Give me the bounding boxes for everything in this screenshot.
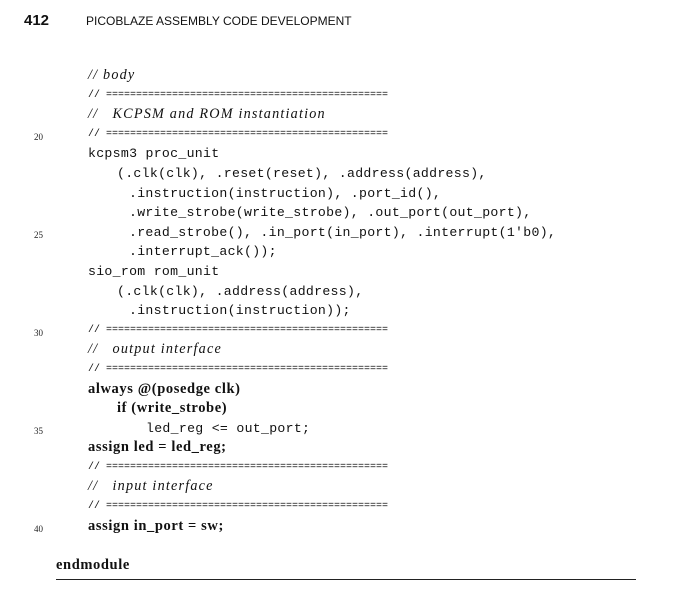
code-line bbox=[0, 340, 674, 360]
code-line bbox=[0, 438, 674, 458]
code-line bbox=[0, 497, 674, 517]
code-port-clk: (.clk(clk), .reset(reset), .address(address), bbox=[117, 165, 487, 181]
comment-rule: // =============================================== bbox=[88, 363, 389, 375]
code-if-statement: if (write_strobe) bbox=[117, 400, 228, 417]
code-line bbox=[0, 203, 674, 223]
code-port-read-strobe: .read_strobe(), .in_port(in_port), .interrupt(1'b0), bbox=[129, 224, 557, 240]
code-line bbox=[0, 262, 674, 282]
code-line bbox=[0, 223, 674, 243]
code-line bbox=[0, 105, 674, 125]
page-header bbox=[24, 12, 644, 36]
code-always-block: always @(posedge clk) bbox=[88, 380, 241, 397]
code-line bbox=[0, 458, 674, 478]
code-line bbox=[0, 380, 674, 400]
code-line bbox=[0, 144, 674, 164]
code-line bbox=[0, 164, 674, 184]
comment-rule: // =============================================== bbox=[88, 128, 389, 140]
line-number: 35 bbox=[34, 425, 43, 436]
comment-rule: // =============================================== bbox=[88, 461, 389, 473]
code-port-write-strobe: .write_strobe(write_strobe), .out_port(out_port), bbox=[129, 205, 532, 221]
code-line bbox=[0, 301, 674, 321]
code-line bbox=[0, 125, 674, 145]
code-line bbox=[0, 184, 674, 204]
section-comment-kcpsm: // KCPSM and ROM instantiation bbox=[88, 106, 326, 123]
comment-rule: // =============================================== bbox=[88, 324, 389, 336]
code-line bbox=[0, 477, 674, 497]
code-line bbox=[0, 321, 674, 341]
line-number: 20 bbox=[34, 131, 43, 142]
line-number: 40 bbox=[34, 523, 43, 534]
section-comment-output: // output interface bbox=[88, 341, 222, 358]
running-head: PICOBLAZE ASSEMBLY CODE DEVELOPMENT bbox=[86, 14, 352, 28]
page-number: 412 bbox=[24, 12, 50, 29]
bottom-rule bbox=[56, 579, 636, 580]
code-rom-port-clk: (.clk(clk), .address(address), bbox=[117, 283, 364, 299]
code-port-interrupt-ack: .interrupt_ack()); bbox=[129, 244, 277, 260]
body-comment: // body bbox=[88, 67, 136, 83]
code-line bbox=[0, 66, 674, 86]
code-port-instruction: .instruction(instruction), .port_id(), bbox=[129, 185, 442, 201]
line-number: 25 bbox=[34, 229, 43, 240]
code-line bbox=[0, 517, 674, 537]
code-line bbox=[0, 86, 674, 106]
code-line bbox=[0, 282, 674, 302]
code-line bbox=[0, 419, 674, 439]
code-kcpsm-instance: kcpsm3 proc_unit bbox=[88, 146, 220, 162]
section-comment-input: // input interface bbox=[88, 478, 214, 495]
comment-rule: // =============================================== bbox=[88, 501, 389, 513]
code-line bbox=[0, 360, 674, 380]
code-rom-port-instruction: .instruction(instruction)); bbox=[129, 303, 351, 319]
line-number: 30 bbox=[34, 327, 43, 338]
code-listing bbox=[0, 66, 674, 575]
code-line bbox=[0, 242, 674, 262]
code-rom-instance: sio_rom rom_unit bbox=[88, 263, 220, 279]
code-line bbox=[0, 556, 674, 576]
code-endmodule: endmodule bbox=[56, 556, 130, 573]
code-led-reg-assign: led_reg <= out_port; bbox=[146, 420, 311, 436]
code-assign-led: assign led = led_reg; bbox=[88, 439, 227, 456]
code-line bbox=[0, 399, 674, 419]
comment-rule: // =============================================== bbox=[88, 89, 389, 101]
blank-line bbox=[0, 536, 674, 556]
code-assign-in-port: assign in_port = sw; bbox=[88, 517, 224, 534]
